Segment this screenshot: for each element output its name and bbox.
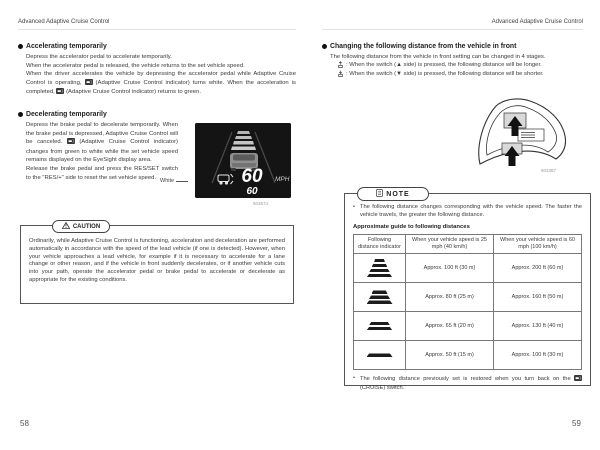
- page-number-left: 58: [20, 419, 29, 428]
- page-number-right: 59: [572, 419, 581, 428]
- distance-bar: [367, 300, 393, 304]
- bullet-dot: •: [353, 204, 355, 210]
- table-header-row: [354, 235, 582, 254]
- section-title: Decelerating temporarily: [26, 111, 107, 118]
- distance-bar: [367, 274, 393, 278]
- distance-at-60mph: Approx. 160 ft (50 m): [494, 283, 582, 312]
- callout-line: [176, 181, 188, 182]
- following-distance-indicator-icon: [354, 341, 406, 370]
- section-changing-distance: [322, 43, 516, 50]
- distance-at-25mph: Approx. 80 ft (25 m): [406, 283, 494, 312]
- steering-switch-illustration: [470, 96, 570, 168]
- distance-bar: [372, 290, 388, 294]
- eyesight-display-illustration: [195, 123, 291, 198]
- caution-label-text: CAUTION: [72, 223, 101, 230]
- note-box: [344, 190, 591, 391]
- table-title: Approximate guide to following distances: [353, 224, 470, 231]
- acc-indicator-icon: [67, 138, 75, 148]
- text-segment: : When the switch (▼ side) is pressed, the following distance will be shorter.: [346, 70, 544, 77]
- speed-small: 60: [246, 186, 258, 197]
- section-title: Accelerating temporarily: [26, 43, 107, 50]
- cruise-switch-icon: [574, 375, 582, 385]
- bullet-icon: [322, 44, 327, 49]
- white-callout: [160, 178, 188, 184]
- paragraph: When the accelerator pedal is released, the vehicle returns to the set vehicle speed.: [26, 62, 245, 69]
- note-bullet-2: [353, 375, 582, 392]
- distance-at-25mph: Approx. 65 ft (20 m): [406, 312, 494, 341]
- following-distance-table: [353, 234, 582, 370]
- text-segment: The following distance changes corresponding with the vehicle speed. The faster the vehicle travels, the greater the following distance.: [360, 204, 582, 218]
- warning-triangle-icon: [62, 222, 70, 231]
- following-distance-indicator-icon: [354, 312, 406, 341]
- speed-unit: MPH: [275, 176, 290, 183]
- distance-at-25mph: Approx. 50 ft (15 m): [406, 341, 494, 370]
- distance-at-25mph: Approx. 100 ft (30 m): [406, 254, 494, 283]
- distance-down-icon: [337, 70, 344, 80]
- distance-bar: [367, 327, 393, 331]
- paragraph: Depress the accelerator pedal to accelerate temporarily.: [26, 54, 172, 60]
- following-distance-indicator-icon: [354, 254, 406, 283]
- figure-id: 503574: [253, 201, 269, 206]
- text-segment: : When the switch (▲ side) is pressed, the following distance will be longer.: [346, 62, 542, 68]
- page-header-left: Advanced Adaptive Cruise Control: [18, 19, 110, 25]
- figure-id: 503387: [541, 168, 557, 173]
- distance-bar: [374, 259, 385, 263]
- acc-indicator-icon: [85, 79, 93, 89]
- bullet-icon: [18, 112, 23, 117]
- table-row: [354, 312, 582, 341]
- following-distance-table-body: [354, 254, 582, 370]
- bullet-icon: [18, 44, 23, 49]
- table-row: [354, 254, 582, 283]
- distance-at-60mph: Approx. 130 ft (40 m): [494, 312, 582, 341]
- text-segment: The following distance previously set is restored when you turn back on the: [360, 376, 574, 383]
- note-label: [357, 187, 429, 201]
- following-distance-indicator-icon: [354, 283, 406, 312]
- distance-bar: [367, 353, 393, 357]
- text-segment: When the driver accelerates the vehicle by depressing the accelerator pedal while Adaptive Cruise Control is operating,: [26, 71, 296, 86]
- text-segment: (CRUISE) switch.: [360, 384, 405, 391]
- table-row: [354, 341, 582, 370]
- column-header: Following distance indicator: [354, 235, 406, 254]
- table-row: [354, 283, 582, 312]
- header-rule-left: [18, 29, 296, 30]
- page-header-right: Advanced Adaptive Cruise Control: [491, 19, 583, 25]
- distance-bar: [372, 264, 388, 268]
- distance-at-60mph: Approx. 100 ft (30 m): [494, 341, 582, 370]
- note-label-text: NOTE: [386, 190, 410, 198]
- changing-intro: The following distance from the vehicle in front setting can be changed in 4 stages.: [330, 54, 546, 60]
- distance-bar: [369, 269, 390, 273]
- distance-bar: [369, 322, 390, 326]
- speed-large: 60: [241, 166, 263, 187]
- section-decelerating: [18, 111, 107, 118]
- bullet-dot: •: [353, 375, 355, 382]
- caution-label: [52, 220, 110, 233]
- caution-text: Ordinarily, while Adaptive Cruise Control is functioning, acceleration and deceleration are performed automatically in accordance with the speed of the lead vehicle (if one is detected). However, when your vehicle approaches a lead vehicle, for example if it is necessary to accelerate for a lane change or other reason, and if the vehicle in front suddenly decelerates, or if another vehicle cuts into your path, operate the accelerator pedal or brake pedal to accelerate or decelerate as appropriate for the existing conditions.: [29, 238, 285, 283]
- column-header: When your vehicle speed is 25 mph (40 km/h): [406, 235, 494, 254]
- paragraph: Release the brake pedal and press the RES/SET switch to the "RES/+" side to reset the set vehicle speed.: [26, 165, 178, 181]
- callout-text: White: [160, 178, 175, 184]
- distance-at-60mph: Approx. 200 ft (60 m): [494, 254, 582, 283]
- accelerating-text: [26, 53, 296, 98]
- section-accelerating: [18, 43, 107, 50]
- section-title: Changing the following distance from the vehicle in front: [330, 43, 517, 50]
- header-rule-right: [322, 29, 583, 30]
- caution-box: [20, 225, 294, 304]
- column-header: When your vehicle speed is 60 mph (100 km/h): [494, 235, 582, 254]
- paragraph: [26, 121, 178, 165]
- text-segment: (Adaptive Cruise Control indicator) turns white. When the acceleration is completed,: [26, 79, 296, 96]
- distance-shorter-line: [337, 70, 587, 80]
- decelerating-text: [26, 121, 178, 182]
- notepad-icon: [376, 189, 383, 199]
- text-segment: (Adaptive Cruise Control indicator) returns to green.: [64, 89, 201, 96]
- text-segment: (Adaptive Cruise Control indicator) changes from green to white while the set vehicle speed remains displayed on the EyeSight display area.: [26, 139, 179, 164]
- text-segment: Depress the brake pedal to decelerate temporarily. When the brake pedal is depressed, Adaptive Cruise Control will be canceled.: [26, 122, 178, 146]
- distance-bar: [369, 295, 390, 299]
- note-bullet-1: [353, 204, 582, 219]
- paragraph: [26, 70, 296, 98]
